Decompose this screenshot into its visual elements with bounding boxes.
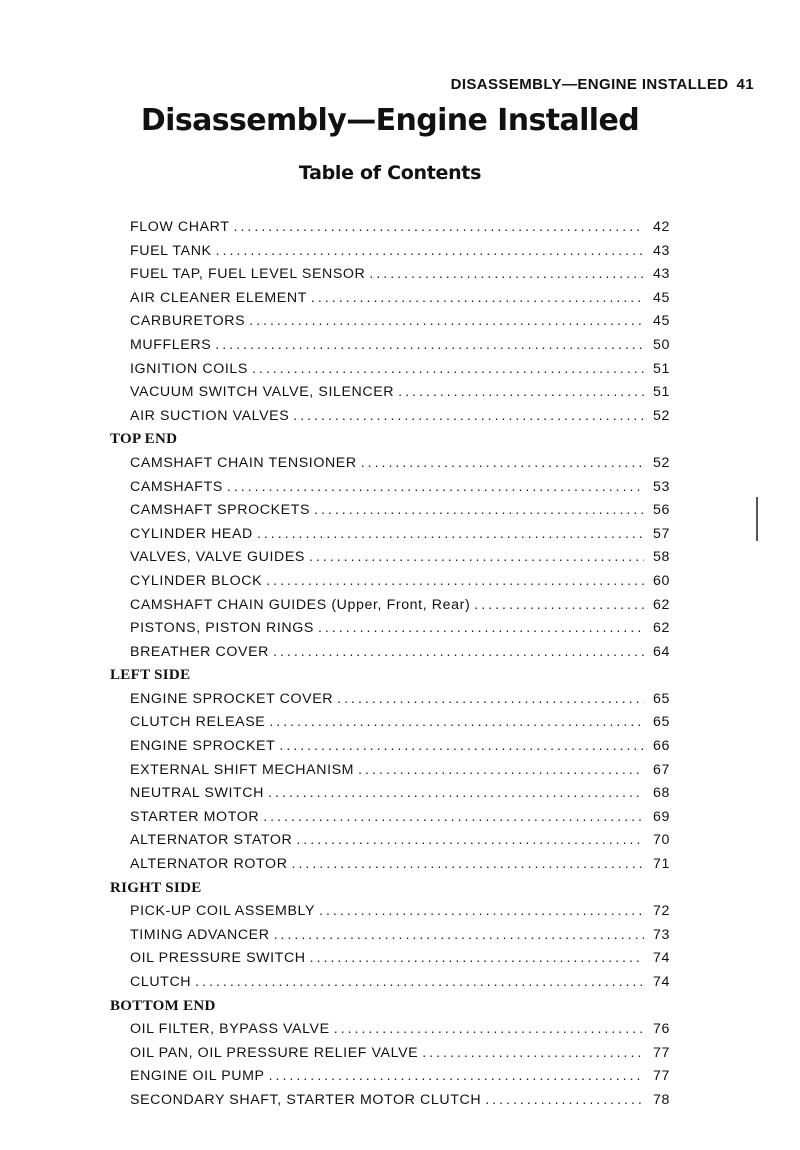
toc-entry-label: AIR CLEANER ELEMENT [130,289,307,306]
toc-entry[interactable] [110,594,670,618]
toc-entry-label: MUFFLERS [130,336,212,353]
toc-entry[interactable] [110,381,670,405]
toc-entry-page: 68 [653,785,670,802]
toc-entry-page: 64 [653,643,670,660]
toc-entry-page: 71 [653,856,670,873]
toc-entry-page: 73 [653,926,670,943]
dot-leader [279,735,644,759]
toc-entry-label: ALTERNATOR ROTOR [130,856,288,873]
page-title: Disassembly—Engine Installed [140,103,640,138]
toc-entry[interactable] [110,947,670,971]
toc-entry-label: ALTERNATOR STATOR [130,832,293,849]
dot-leader [319,900,644,924]
toc-entry-label: VALVES, VALVE GUIDES [130,549,305,566]
toc-entry[interactable] [110,358,670,382]
dot-leader [249,310,644,334]
toc-section-heading: TOP END [110,431,178,448]
toc-entry-label: OIL PAN, OIL PRESSURE RELIEF VALVE [130,1044,419,1061]
running-title: DISASSEMBLY—ENGINE INSTALLED [450,76,729,93]
toc-entry[interactable] [110,310,670,334]
toc-entry[interactable] [110,1089,670,1113]
toc-entry-page: 45 [653,313,670,330]
toc-entry-label: STARTER MOTOR [130,808,260,825]
toc-entry-page: 78 [653,1091,670,1108]
toc-entry-page: 56 [653,502,670,519]
dot-leader [369,263,644,287]
toc-entry[interactable] [110,688,670,712]
toc-entry[interactable] [110,711,670,735]
dot-leader [398,381,644,405]
toc-entry[interactable] [110,570,670,594]
toc-entry[interactable] [110,546,670,570]
toc-entry-label: OIL FILTER, BYPASS VALVE [130,1021,330,1038]
dot-leader [269,1065,644,1089]
toc-entry-label: VACUUM SWITCH VALVE, SILENCER [130,384,395,401]
toc-entry-label: NEUTRAL SWITCH [130,785,264,802]
dot-leader [266,570,644,594]
toc-entry[interactable] [110,641,670,665]
toc-entry-label: CLUTCH [130,974,192,990]
toc-entry[interactable] [110,782,670,806]
dot-leader [227,476,644,500]
dot-leader [474,594,644,618]
toc-entry[interactable] [110,523,670,547]
toc-entry[interactable] [110,1042,670,1066]
dot-leader [234,216,644,240]
dot-leader [268,782,644,806]
dot-leader [310,947,644,971]
dot-leader [215,334,644,358]
page-number: 41 [736,76,754,93]
dot-leader [485,1089,644,1113]
toc-entry[interactable] [110,735,670,759]
toc-entry-page: 51 [653,360,670,377]
toc-entry-page: 69 [653,808,670,825]
toc-entry-label: OIL PRESSURE SWITCH [130,950,306,967]
toc-section-heading: LEFT SIDE [110,667,191,684]
toc-entry-label: EXTERNAL SHIFT MECHANISM [130,761,355,778]
toc-entry-label: AIR SUCTION VALVES [130,407,290,424]
toc-entry-label: PISTONS, PISTON RINGS [130,620,314,637]
toc-section-heading: BOTTOM END [110,997,216,1014]
toc-entry[interactable] [110,759,670,783]
toc-entry[interactable] [110,287,670,311]
table-of-contents [110,216,670,1113]
toc-entry-page: 74 [653,950,670,967]
toc-section-heading: RIGHT SIDE [110,879,202,896]
toc-entry[interactable] [110,900,670,924]
dot-leader [309,546,644,570]
toc-entry-label: ENGINE SPROCKET COVER [130,690,334,707]
dot-leader [269,711,644,735]
toc-entry-label: ENGINE OIL PUMP [130,1068,265,1085]
toc-entry[interactable] [110,1018,670,1042]
toc-entry-label: IGNITION COILS [130,360,248,377]
dot-leader [292,853,644,877]
dot-leader [263,806,644,830]
toc-entry[interactable] [110,1065,670,1089]
toc-entry[interactable] [110,240,670,264]
toc-entry-label: TIMING ADVANCER [130,926,270,943]
toc-entry-label: CAMSHAFT SPROCKETS [130,502,311,519]
toc-entry[interactable] [110,617,670,641]
toc-entry[interactable] [110,829,670,853]
toc-entry[interactable] [110,924,670,948]
dot-leader [252,358,644,382]
toc-entry[interactable] [110,476,670,500]
dot-leader [358,759,644,783]
toc-entry-label: CAMSHAFT CHAIN TENSIONER [130,454,357,471]
running-header [451,76,754,93]
toc-entry-label: FUEL TANK [130,242,212,259]
toc-entry-label: CAMSHAFTS [130,478,223,495]
toc-entry-page: 62 [653,596,670,613]
dot-leader [257,523,644,547]
toc-entry-page: 76 [653,1021,670,1038]
dot-leader [422,1042,644,1066]
toc-entry-label: CLUTCH RELEASE [130,714,266,731]
toc-entry-page: 43 [653,242,670,259]
toc-entry[interactable] [110,263,670,287]
toc-entry-page: 53 [653,478,670,495]
toc-entry-page: 57 [653,525,670,542]
toc-entry-label: ENGINE SPROCKET [130,738,276,755]
toc-entry-page: 50 [653,336,670,353]
toc-entry-label: SECONDARY SHAFT, STARTER MOTOR CLUTCH [130,1091,482,1108]
toc-entry-label: CAMSHAFT CHAIN GUIDES (Upper, Front, Rear) [130,596,471,613]
toc-entry-page: 52 [653,407,670,424]
dot-leader [216,240,644,264]
toc-entry-page: 67 [653,761,670,778]
dot-leader [318,617,644,641]
toc-entry-page: 65 [653,714,670,731]
toc-entry[interactable] [110,216,670,240]
toc-entry[interactable] [110,405,670,429]
toc-entry-label: FUEL TAP, FUEL LEVEL SENSOR [130,266,366,283]
dot-leader [274,924,644,948]
dot-leader [361,452,644,476]
toc-entry[interactable] [110,334,670,358]
toc-entry-page: 66 [653,738,670,755]
toc-entry-page: 52 [653,454,670,471]
toc-entry-page: 77 [653,1068,670,1085]
toc-entry-page: 74 [653,974,670,990]
toc-heading: Table of Contents [298,162,482,184]
toc-entry-label: CYLINDER HEAD [130,525,253,542]
toc-entry-page: 62 [653,620,670,637]
toc-entry-label: FLOW CHART [130,219,230,235]
toc-entry[interactable] [110,971,670,995]
toc-entry-page: 42 [653,219,670,235]
toc-entry-label: BREATHER COVER [130,643,269,660]
toc-entry-label: CYLINDER BLOCK [130,572,263,589]
margin-mark [756,497,758,541]
toc-entry-page: 77 [653,1044,670,1061]
dot-leader [314,499,644,523]
toc-entry-label: CARBURETORS [130,313,246,330]
toc-entry-page: 65 [653,690,670,707]
dot-leader [296,829,644,853]
toc-entry-page: 45 [653,289,670,306]
toc-entry-page: 70 [653,832,670,849]
dot-leader [293,405,644,429]
toc-entry[interactable] [110,806,670,830]
dot-leader [337,688,644,712]
toc-entry[interactable] [110,853,670,877]
toc-entry-page: 51 [653,384,670,401]
toc-entry-page: 72 [653,903,670,920]
toc-entry-page: 58 [653,549,670,566]
dot-leader [273,641,644,665]
toc-entry-page: 43 [653,266,670,283]
dot-leader [334,1018,644,1042]
toc-entry[interactable] [110,452,670,476]
toc-entry[interactable] [110,499,670,523]
toc-entry-label: PICK-UP COIL ASSEMBLY [130,903,316,920]
toc-entry-page: 60 [653,572,670,589]
dot-leader [195,971,644,995]
dot-leader [311,287,644,311]
